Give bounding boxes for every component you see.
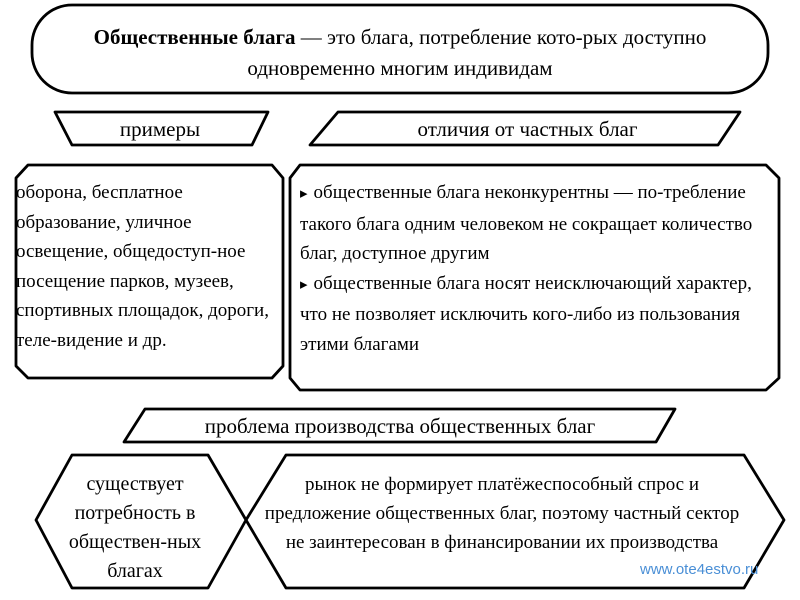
differences-list bbox=[300, 178, 775, 359]
differences-label: отличия от частных благ bbox=[417, 117, 638, 141]
difference-point-1-text: общественные блага неконкурентны — по-требление такого блага одним человеком не сокращает количество благ, доступное другим bbox=[300, 182, 753, 264]
market-text: рынок не формирует платёжеспособный спрос и предложение общественных благ, поэтому частный сектор не заинтересован в финансировании их производства bbox=[264, 474, 740, 553]
definition-rest: — это блага, потребление кото-рых доступно одновременно многим индивидам bbox=[247, 25, 707, 80]
difference-point-1 bbox=[300, 178, 775, 269]
need-text: существует потребность в обществен-ных благах bbox=[68, 473, 202, 582]
examples-text: оборона, бесплатное образование, уличное освещение, общедоступ-ное посещение парков, музеев, спортивных площадок, дороги, теле-видение и др. bbox=[16, 182, 269, 351]
difference-point-2-text: общественные блага носят неисключающий характер, что не позволяет исключить кого-либо из пользования этими благами bbox=[300, 272, 752, 355]
watermark: www.ote4estvo.ru bbox=[640, 561, 759, 578]
difference-point-2 bbox=[300, 269, 775, 360]
examples-label: примеры bbox=[119, 117, 201, 141]
definition-term: Общественные блага bbox=[93, 25, 296, 49]
definition-text bbox=[50, 6, 750, 96]
problem-label: проблема производства общественных благ bbox=[204, 414, 596, 438]
